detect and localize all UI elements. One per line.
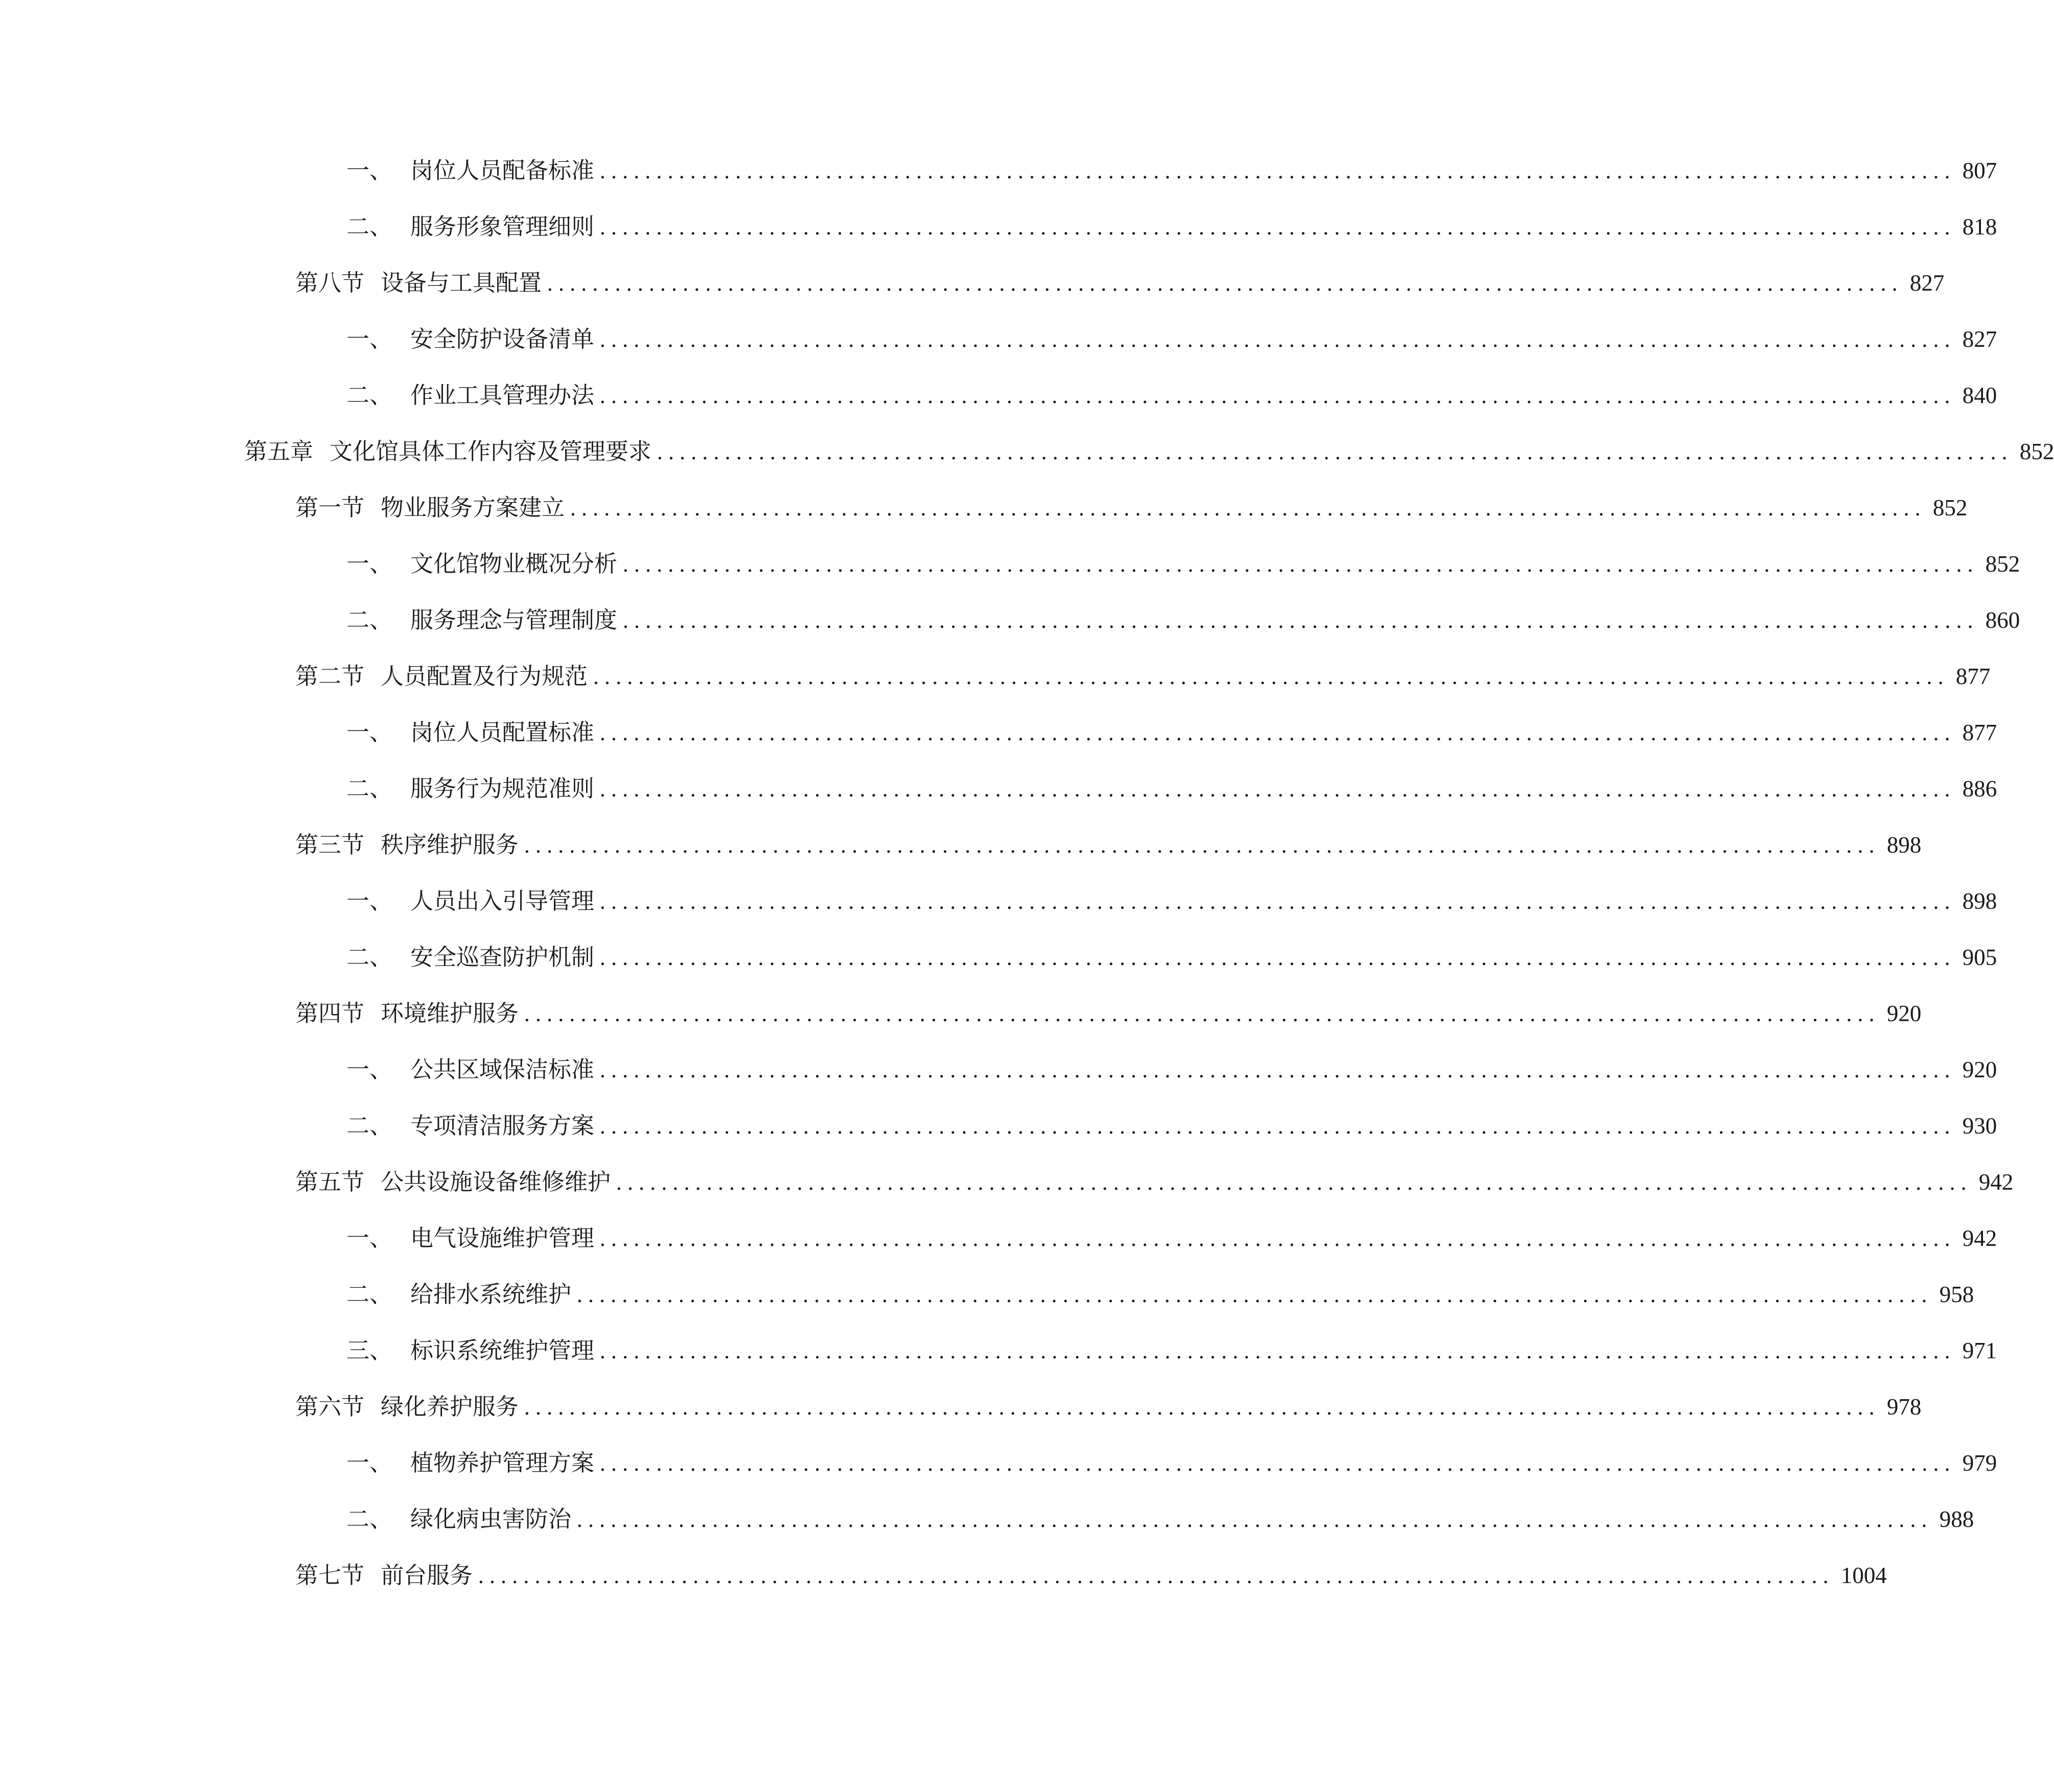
toc-entry-page: 978 xyxy=(1886,1394,1922,1420)
toc-entry-number: 一、 xyxy=(346,325,393,352)
toc-entry-title: 服务形象管理细则 xyxy=(410,213,595,240)
toc-entry[interactable] xyxy=(346,1052,1997,1088)
dot-leader: ........................................................................................................................ xyxy=(478,1565,1834,1588)
toc-entry[interactable] xyxy=(295,1389,1922,1425)
toc-entry[interactable] xyxy=(295,1558,1887,1593)
dot-leader: ........................................................................................................................ xyxy=(599,328,1955,352)
toc-entry-number: 二、 xyxy=(346,775,393,802)
toc-entry-number: 第五节 xyxy=(295,1168,365,1195)
toc-entry-page: 852 xyxy=(1985,551,2020,577)
toc-entry[interactable] xyxy=(346,1220,1997,1256)
toc-entry[interactable] xyxy=(346,939,1997,975)
toc-entry-title: 秩序维护服务 xyxy=(381,831,519,858)
toc-entry-page: 958 xyxy=(1939,1282,1974,1307)
toc-entry-title: 人员配置及行为规范 xyxy=(381,663,588,690)
toc-entry-page: 905 xyxy=(1962,945,1997,970)
toc-entry-number: 第六节 xyxy=(295,1393,365,1420)
toc-entry-title: 公共设施设备维修维护 xyxy=(381,1168,611,1195)
toc-entry-page: 877 xyxy=(1962,720,1997,745)
toc-entry-title: 标识系统维护管理 xyxy=(410,1337,595,1364)
dot-leader: ........................................................................................................................ xyxy=(599,947,1955,970)
toc-entry[interactable] xyxy=(346,153,1997,188)
toc-entry-number: 第八节 xyxy=(295,269,365,296)
toc-entry-title: 植物养护管理方案 xyxy=(410,1449,595,1476)
toc-entry-page: 942 xyxy=(1978,1169,2014,1195)
dot-leader: ........................................................................................................................ xyxy=(576,1508,1932,1532)
toc-entry-number: 第四节 xyxy=(295,1000,365,1027)
toc-entry-title: 物业服务方案建立 xyxy=(381,494,565,521)
dot-leader: ........................................................................................................................ xyxy=(599,216,1955,240)
dot-leader: ........................................................................................................................ xyxy=(599,1059,1955,1082)
toc-entry[interactable] xyxy=(346,321,1997,357)
toc-entry-title: 专项清洁服务方案 xyxy=(410,1112,595,1139)
toc-entry-title: 安全巡查防护机制 xyxy=(410,944,595,971)
toc-entry-page: 807 xyxy=(1962,158,1997,183)
toc-entry-page: 920 xyxy=(1886,1001,1922,1026)
toc-entry-title: 人员出入引导管理 xyxy=(410,887,595,914)
toc-entry-number: 一、 xyxy=(346,1056,393,1083)
toc-entry-page: 988 xyxy=(1939,1506,1974,1532)
toc-entry-number: 二、 xyxy=(346,944,393,971)
toc-entry[interactable] xyxy=(295,490,1968,526)
toc-entry-page: 827 xyxy=(1962,326,1997,352)
toc-entry[interactable] xyxy=(346,1501,1974,1537)
toc-entry-number: 第二节 xyxy=(295,663,365,690)
toc-entry[interactable] xyxy=(346,883,1997,919)
dot-leader: ........................................................................................................................ xyxy=(599,778,1955,801)
toc-entry-title: 服务行为规范准则 xyxy=(410,775,595,802)
toc-entry-title: 绿化病虫害防治 xyxy=(410,1505,572,1532)
toc-entry-page: 920 xyxy=(1962,1057,1997,1082)
toc-entry-number: 一、 xyxy=(346,887,393,914)
toc-entry[interactable] xyxy=(295,658,1991,694)
toc-entry-number: 一、 xyxy=(346,1224,393,1252)
toc-entry-page: 971 xyxy=(1962,1338,1997,1363)
toc-entry[interactable] xyxy=(346,715,1997,750)
toc-entry-number: 第三节 xyxy=(295,831,365,858)
toc-entry-page: 852 xyxy=(1932,495,1968,521)
dot-leader: ........................................................................................................................ xyxy=(599,890,1955,914)
dot-leader: ........................................................................................................................ xyxy=(599,385,1955,408)
toc-entry-title: 设备与工具配置 xyxy=(381,269,542,296)
toc-entry[interactable] xyxy=(346,209,1997,245)
dot-leader: ........................................................................................................................ xyxy=(599,160,1955,183)
toc-entry-title: 给排水系统维护 xyxy=(410,1281,572,1308)
toc-entry-page: 930 xyxy=(1962,1113,1997,1139)
toc-entry-number: 一、 xyxy=(346,550,393,577)
toc-entry-page: 979 xyxy=(1962,1450,1997,1476)
toc-entry-page: 898 xyxy=(1962,888,1997,914)
dot-leader: ........................................................................................................................ xyxy=(576,1284,1932,1307)
dot-leader: ........................................................................................................................ xyxy=(524,834,1880,858)
toc-entry-title: 电气设施维护管理 xyxy=(410,1224,595,1252)
toc-entry-number: 第七节 xyxy=(295,1562,365,1589)
toc-entry-page: 852 xyxy=(2019,439,2054,464)
toc-entry-page: 1004 xyxy=(1840,1563,1887,1588)
toc-entry-number: 二、 xyxy=(346,213,393,240)
toc-entry-page: 860 xyxy=(1985,607,2020,633)
toc-entry-page: 818 xyxy=(1962,214,1997,240)
toc-entry-page: 827 xyxy=(1909,270,1945,296)
toc-entry-number: 二、 xyxy=(346,1112,393,1139)
toc-entry-number: 二、 xyxy=(346,1281,393,1308)
toc-entry-title: 环境维护服务 xyxy=(381,1000,519,1027)
toc-entry[interactable] xyxy=(295,265,1945,301)
toc-entry[interactable] xyxy=(295,996,1922,1031)
dot-leader: ........................................................................................................................ xyxy=(622,553,1978,577)
toc-entry-title: 服务理念与管理制度 xyxy=(410,606,618,633)
toc-entry-number: 一、 xyxy=(346,157,393,184)
dot-leader: ........................................................................................................................ xyxy=(524,1003,1880,1026)
toc-entry[interactable] xyxy=(295,827,1922,863)
toc-entry[interactable] xyxy=(346,771,1997,807)
toc-entry-title: 岗位人员配置标准 xyxy=(410,719,595,746)
dot-leader: ........................................................................................................................ xyxy=(599,1228,1955,1251)
dot-leader: ........................................................................................................................ xyxy=(616,1171,1972,1195)
toc-entry-title: 作业工具管理办法 xyxy=(410,382,595,409)
dot-leader: ........................................................................................................................ xyxy=(622,609,1978,633)
toc-entry[interactable] xyxy=(346,1108,1997,1144)
toc-entry-title: 文化馆具体工作内容及管理要求 xyxy=(330,438,652,465)
toc-entry-number: 一、 xyxy=(346,1449,393,1476)
toc-entry[interactable] xyxy=(295,1164,2014,1200)
dot-leader: ........................................................................................................................ xyxy=(599,1452,1955,1476)
dot-leader: ........................................................................................................................ xyxy=(547,272,1903,296)
toc-entry[interactable] xyxy=(346,378,1997,413)
toc-entry-page: 886 xyxy=(1962,776,1997,801)
dot-leader: ........................................................................................................................ xyxy=(570,497,1926,521)
dot-leader: ........................................................................................................................ xyxy=(599,1340,1955,1363)
toc-entry-number: 二、 xyxy=(346,382,393,409)
dot-leader: ........................................................................................................................ xyxy=(599,722,1955,745)
toc-entry-number: 二、 xyxy=(346,606,393,633)
toc-entry-title: 岗位人员配备标准 xyxy=(410,157,595,184)
toc-entry[interactable] xyxy=(346,1333,1997,1369)
toc-entry-number: 第五章 xyxy=(244,438,314,465)
toc-entry[interactable] xyxy=(244,434,2054,469)
toc-entry-page: 877 xyxy=(1955,664,1991,689)
toc-entry-page: 898 xyxy=(1886,832,1922,858)
toc-entry-number: 二、 xyxy=(346,1505,393,1532)
toc-entry-number: 一、 xyxy=(346,719,393,746)
toc-entry-title: 安全防护设备清单 xyxy=(410,325,595,352)
toc-entry[interactable] xyxy=(346,546,2020,582)
dot-leader: ........................................................................................................................ xyxy=(657,441,2013,464)
dot-leader: ........................................................................................................................ xyxy=(593,666,1949,689)
toc-entry-title: 前台服务 xyxy=(381,1562,473,1589)
toc-entry-title: 绿化养护服务 xyxy=(381,1393,519,1420)
toc-entry-number: 三、 xyxy=(346,1337,393,1364)
toc-entry[interactable] xyxy=(346,1445,1997,1481)
toc-entry-number: 第一节 xyxy=(295,494,365,521)
toc-entry-page: 840 xyxy=(1962,383,1997,408)
toc-entry[interactable] xyxy=(346,602,2020,638)
toc-entry[interactable] xyxy=(346,1277,1974,1312)
toc-entry-title: 文化馆物业概况分析 xyxy=(410,550,618,577)
dot-leader: ........................................................................................................................ xyxy=(524,1396,1880,1420)
toc-entry-title: 公共区域保洁标准 xyxy=(410,1056,595,1083)
dot-leader: ........................................................................................................................ xyxy=(599,1115,1955,1139)
toc-entry-page: 942 xyxy=(1962,1225,1997,1251)
